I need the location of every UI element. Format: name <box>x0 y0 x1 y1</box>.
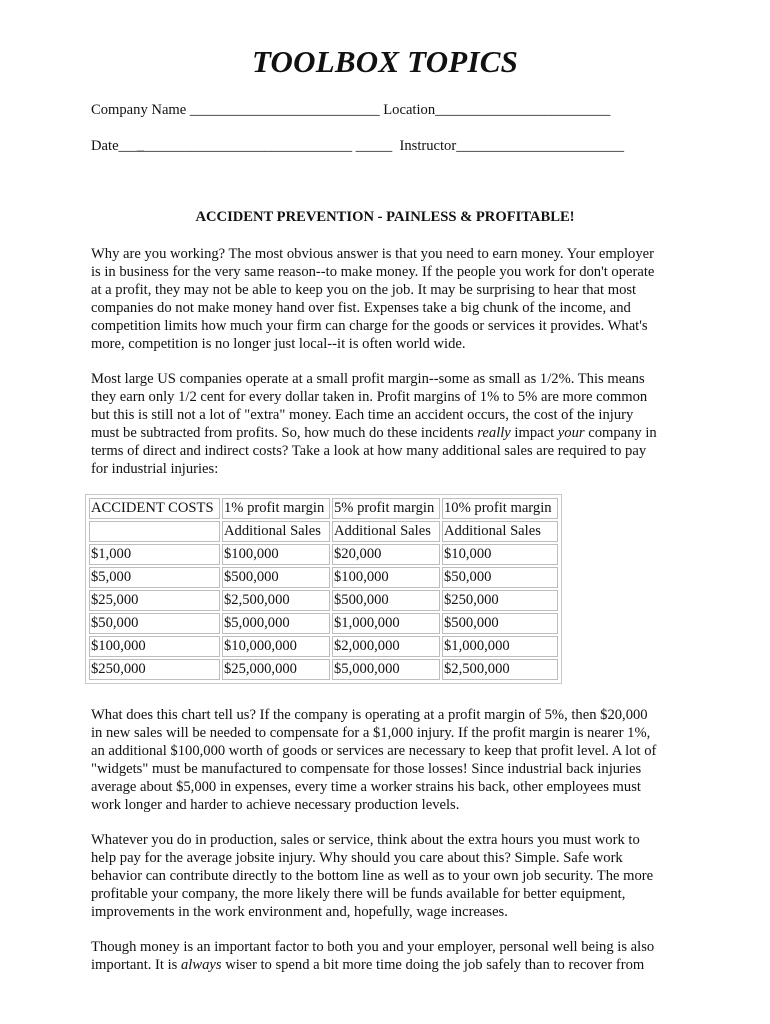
table-header-cell: 5% profit margin <box>332 498 440 519</box>
table-cell: $50,000 <box>442 567 558 588</box>
table-cell: $500,000 <box>222 567 330 588</box>
line-end: company in <box>584 424 657 441</box>
paragraph-2 <box>91 371 691 478</box>
table-header-cell: 10% profit margin <box>442 498 558 519</box>
paragraph-4 <box>91 832 691 922</box>
emphasis-text: your <box>557 424 585 441</box>
paragraph-line: an additional $100,000 worth of goods or services are necessary to keep that profit level. A lot of <box>91 742 657 759</box>
table-cell: $5,000 <box>89 567 220 588</box>
line-start: must be subtracted from profits. So, how much do these incidents <box>91 424 474 441</box>
table-subheader-cell: Additional Sales <box>442 521 558 542</box>
table-row <box>89 659 558 680</box>
table-cell: $1,000,000 <box>332 613 440 634</box>
table-cell: $10,000 <box>442 544 558 565</box>
paragraph-line: at a profit, they may not be able to keep you on the job. It may be surprising to hear that most <box>91 281 637 298</box>
table-header-cell: 1% profit margin <box>222 498 330 519</box>
paragraph-line: competition limits how much your firm can charge for the goods or services it provides. What's <box>91 317 648 334</box>
table-cell: $250,000 <box>442 590 558 611</box>
table-cell: $5,000,000 <box>222 613 330 634</box>
section-heading: ACCIDENT PREVENTION - PAINLESS & PROFITABLE! <box>195 209 575 225</box>
table-row <box>89 544 558 565</box>
paragraph-line: improvements in the work environment and, hopefully, wage increases. <box>91 903 508 920</box>
table-cell: $100,000 <box>332 567 440 588</box>
paragraph-line: "widgets" must be manufactured to compensate for those losses! Since industrial back injuries <box>91 760 642 777</box>
table-subheader-cell: Additional Sales <box>222 521 330 542</box>
table-cell: $20,000 <box>332 544 440 565</box>
paragraph-line: help pay for the average jobsite injury. Why should you care about this? Simple. Safe work <box>91 849 623 866</box>
paragraph-3 <box>91 707 691 814</box>
table-cell: $100,000 <box>222 544 330 565</box>
emphasis-text: always <box>181 956 222 973</box>
table-row <box>89 567 558 588</box>
paragraph-line: for industrial injuries: <box>91 460 219 477</box>
table-cell: $250,000 <box>89 659 220 680</box>
table-cell: $25,000 <box>89 590 220 611</box>
paragraph-line: they earn only 1/2 cent for every dollar taken in. Profit margins of 1% to 5% are more common <box>91 388 648 405</box>
table-cell: $10,000,000 <box>222 636 330 657</box>
paragraph-line: behavior can contribute directly to the bottom line as well as to your own job security. The more <box>91 867 654 884</box>
paragraph-line: Whatever you do in production, sales or service, think about the extra hours you must work to <box>91 832 640 848</box>
paragraph-1 <box>91 246 691 353</box>
table-subheader-row <box>89 521 558 542</box>
table-cell: $500,000 <box>442 613 558 634</box>
table-subheader-cell <box>89 521 220 542</box>
accident-costs-table <box>85 494 562 684</box>
table-row <box>89 590 558 611</box>
table-header-row <box>89 498 558 519</box>
table-subheader-cell: Additional Sales <box>332 521 440 542</box>
table-cell: $1,000,000 <box>442 636 558 657</box>
table-cell: $1,000 <box>89 544 220 565</box>
paragraph-line: work longer and harder to achieve necessary production levels. <box>91 796 460 813</box>
paragraph-line: Most large US companies operate at a small profit margin--some as small as 1/2%. This means <box>91 371 645 387</box>
table-cell: $100,000 <box>89 636 220 657</box>
date-instructor-line: Date___̲_____________________________ _____ Instructor_______________________ <box>91 138 625 154</box>
line-start: important. It is <box>91 956 181 973</box>
paragraph-line: What does this chart tell us? If the company is operating at a profit margin of 5%, then $20,000 <box>91 707 648 723</box>
paragraph-line: companies do not make money hand over fist. Expenses take a big chunk of the income, and <box>91 299 631 316</box>
paragraph-line-emphasis <box>91 957 691 975</box>
table-cell: $2,500,000 <box>222 590 330 611</box>
table-cell: $25,000,000 <box>222 659 330 680</box>
page-title: TOOLBOX TOPICS <box>251 44 519 79</box>
paragraph-line-emphasis <box>91 425 691 443</box>
table-cell: $2,000,000 <box>332 636 440 657</box>
company-location-line: Company Name __________________________ Location________________________ <box>91 102 611 118</box>
table-cell: $500,000 <box>332 590 440 611</box>
table-cell: $5,000,000 <box>332 659 440 680</box>
table-header-cell: ACCIDENT COSTS <box>89 498 220 519</box>
paragraph-line: profitable your company, the more likely there will be funds available for better equipment, <box>91 885 626 902</box>
paragraph-line: but this is still not a lot of "extra" money. Each time an accident occurs, the cost of the injury <box>91 406 634 423</box>
paragraph-line: is in business for the very same reason--to make money. If the people you work for don't operate <box>91 263 655 280</box>
emphasis-text: really <box>477 424 511 441</box>
paragraph-line: Though money is an important factor to both you and your employer, personal well being is also <box>91 939 655 955</box>
table-row <box>89 613 558 634</box>
table-cell: $2,500,000 <box>442 659 558 680</box>
line-end: wiser to spend a bit more time doing the job safely than to recover from <box>221 956 645 973</box>
paragraph-line: Why are you working? The most obvious answer is that you need to earn money. Your employer <box>91 246 654 262</box>
table-row <box>89 636 558 657</box>
paragraph-line: terms of direct and indirect costs? Take a look at how many additional sales are required to pay <box>91 442 647 459</box>
paragraph-line: average about $5,000 in expenses, every time a worker strains his back, other employees must <box>91 778 641 795</box>
paragraph-5 <box>91 939 691 975</box>
paragraph-line: in new sales will be needed to compensate for a $1,000 injury. If the profit margin is nearer 1%, <box>91 724 651 741</box>
paragraph-line: more, competition is no longer just local--it is often world wide. <box>91 335 466 352</box>
line-mid: impact <box>510 424 558 441</box>
table-cell: $50,000 <box>89 613 220 634</box>
